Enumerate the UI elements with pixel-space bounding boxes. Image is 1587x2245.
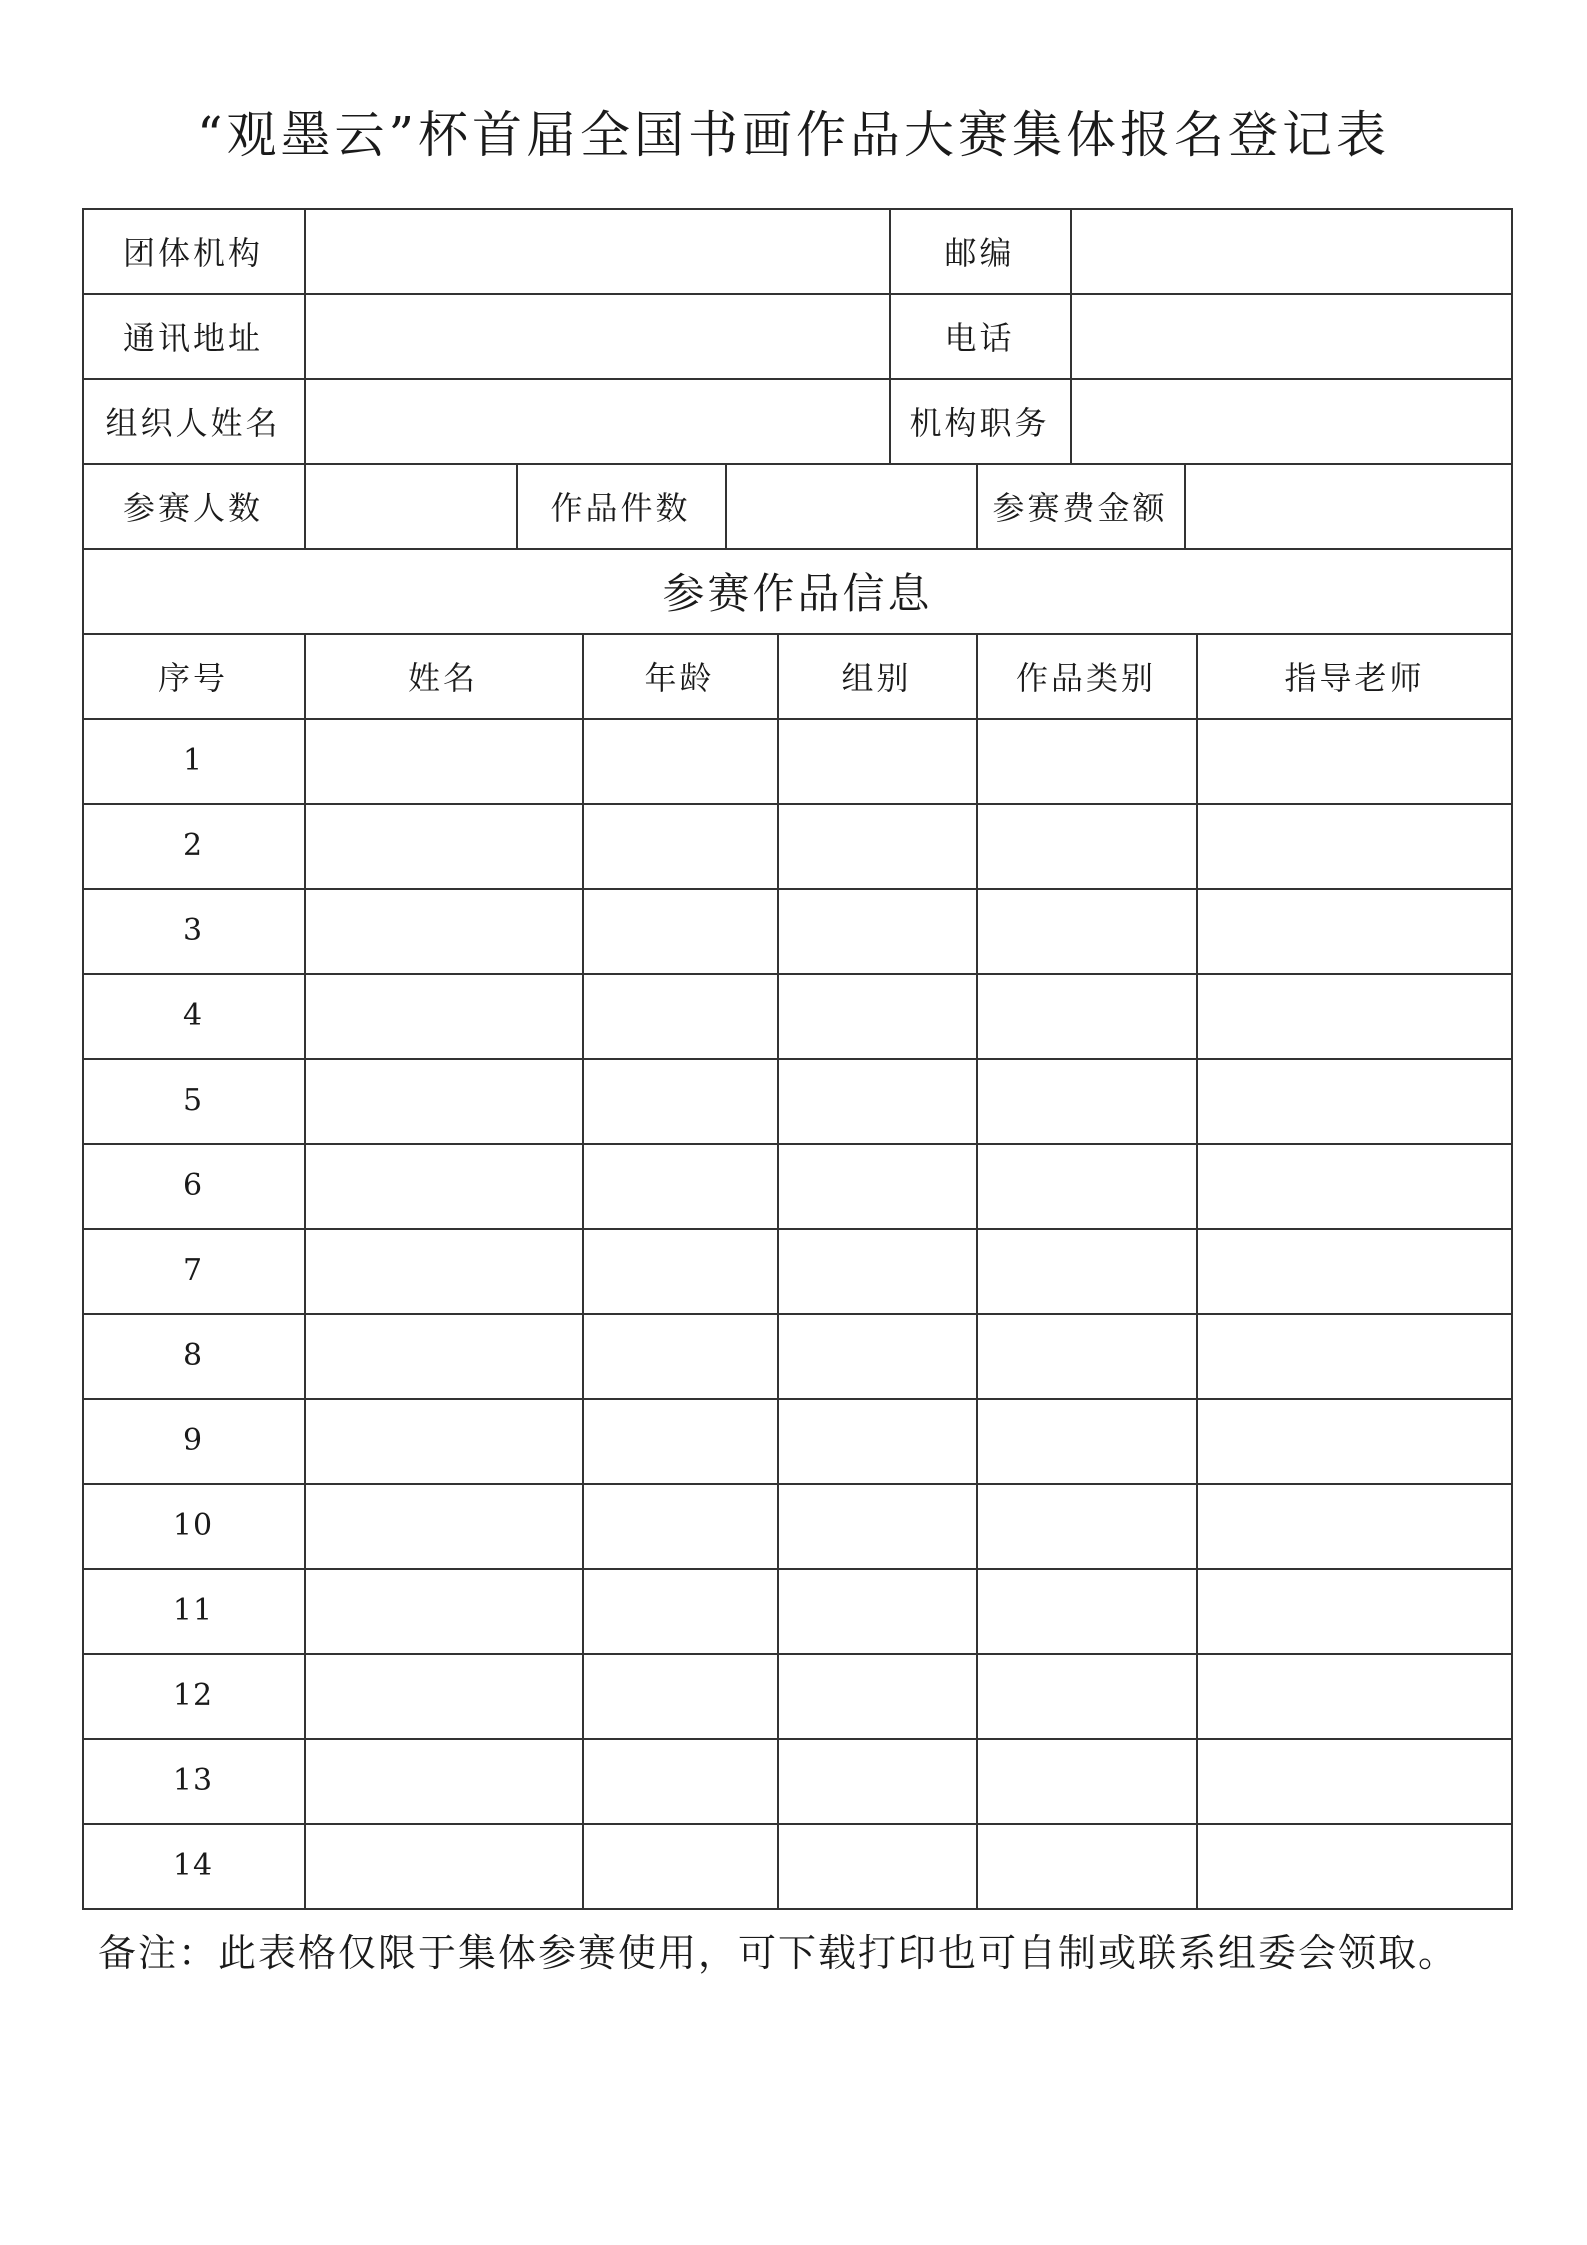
- position-field[interactable]: [1070, 378, 1513, 463]
- row-number: 13: [172, 1763, 214, 1798]
- row-number: 9: [182, 1423, 204, 1458]
- form-title: “观墨云”杯首届全国书画作品大赛集体报名登记表: [196, 106, 1391, 164]
- works-count-field[interactable]: [725, 463, 976, 548]
- position-label: 机构职务: [909, 403, 1050, 442]
- fee-amount-label: 参赛费金额: [992, 488, 1168, 527]
- participants-label: 参赛人数: [122, 488, 263, 527]
- header-age: 年龄: [644, 658, 715, 697]
- header-index: 序号: [157, 658, 228, 697]
- column-rule: [582, 633, 584, 1910]
- phone-label: 电话: [944, 318, 1015, 357]
- footnote: 备注：此表格仅限于集体参赛使用，可下载打印也可自制或联系组委会领取。: [98, 1931, 1459, 1975]
- row-number: 11: [172, 1593, 214, 1628]
- column-rule: [304, 633, 306, 1910]
- fee-amount-field[interactable]: [1184, 463, 1513, 548]
- org-name-field[interactable]: [304, 208, 889, 293]
- row-number: 5: [182, 1083, 204, 1118]
- row-number: 6: [182, 1168, 204, 1203]
- row-number: 2: [182, 828, 204, 863]
- organizer-name-label: 组织人姓名: [105, 403, 281, 442]
- row-number: 10: [172, 1508, 214, 1543]
- address-label: 通讯地址: [122, 318, 263, 357]
- header-group: 组别: [841, 658, 912, 697]
- header-category: 作品类别: [1015, 658, 1156, 697]
- row-number: 7: [182, 1253, 204, 1288]
- header-name: 姓名: [407, 658, 478, 697]
- column-rule: [777, 633, 779, 1910]
- row-number: 8: [182, 1338, 204, 1373]
- header-teacher: 指导老师: [1284, 658, 1425, 697]
- participants-field[interactable]: [304, 463, 516, 548]
- column-rule: [1196, 633, 1198, 1910]
- column-rule: [976, 633, 978, 1910]
- registration-table: [82, 208, 1513, 1915]
- row-number: 14: [172, 1848, 214, 1883]
- row-number: 3: [182, 913, 204, 948]
- row-number: 12: [172, 1678, 214, 1713]
- address-field[interactable]: [304, 293, 889, 378]
- works-count-label: 作品件数: [550, 488, 691, 527]
- org-name-label: 团体机构: [122, 233, 263, 272]
- phone-field[interactable]: [1070, 293, 1513, 378]
- postcode-field[interactable]: [1070, 208, 1513, 293]
- organizer-name-field[interactable]: [304, 378, 889, 463]
- row-number: 1: [182, 743, 204, 778]
- table-border-bottom: [82, 1908, 1513, 1910]
- postcode-label: 邮编: [944, 233, 1015, 272]
- row-number: 4: [182, 998, 204, 1033]
- section-title: 参赛作品信息: [662, 568, 933, 618]
